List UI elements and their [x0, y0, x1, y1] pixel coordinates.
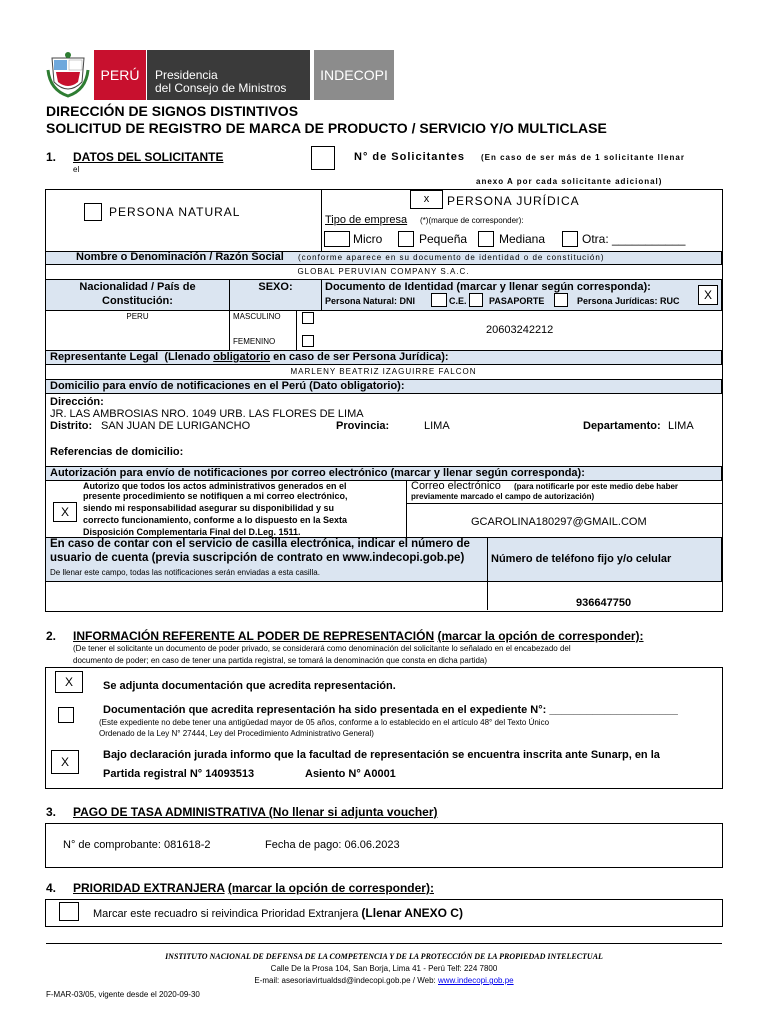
footer-web-link[interactable]: www.indecopi.gob.pe [438, 976, 514, 985]
provincia-label: Provincia: [336, 420, 390, 432]
persona-juridica-label: PERSONA JURÍDICA [447, 194, 580, 208]
correo-value: GCAROLINA180297@GMAIL.COM [471, 516, 647, 528]
referencias-label: Referencias de domicilio: [50, 446, 184, 458]
ruc-value: 20603242212 [486, 324, 554, 336]
document-title-line2: SOLICITUD DE REGISTRO DE MARCA DE PRODUCTO / SERVICIO Y/O MULTICLASE [46, 120, 607, 136]
pj-ruc-label: Persona Jurídicas: RUC [577, 296, 680, 306]
opt2-note-2: Ordenado de la Ley N° 27444, Ley del Procedimiento Administrativo General) [99, 729, 374, 738]
casilla-label-2: usuario de cuenta (previa suscripción de contrato en www.indecopi.gob.pe) [50, 552, 465, 564]
fecha-text: Fecha de pago: 06.06.2023 [265, 839, 400, 851]
indecopi-label: INDECOPI [320, 67, 388, 83]
opt1-checkbox[interactable]: X [55, 671, 83, 693]
mediana-label: Mediana [499, 232, 546, 246]
pcm-brand [147, 50, 310, 100]
telefono-value: 936647750 [576, 597, 632, 609]
direccion-label: Dirección: [50, 396, 104, 408]
peru-label: PERÚ [100, 67, 140, 83]
priority-checkbox[interactable] [59, 902, 79, 921]
representante-value: MARLENY BEATRIZ IZAGUIRRE FALCON [290, 367, 477, 376]
documento-label: Documento de Identidad (marcar y llenar según corresponda): [325, 281, 651, 293]
casilla-note: De llenar este campo, todas las notificaciones serán enviadas a esta casilla. [50, 568, 320, 577]
masculino-label: MASCULINO [233, 312, 281, 321]
tipo-empresa-note: (*)(marque de corresponder): [420, 216, 524, 225]
provincia-value: LIMA [424, 420, 450, 432]
tipo-empresa-label: Tipo de empresa [325, 214, 408, 226]
section4-title: PRIORIDAD EXTRANJERA (marcar la opción de corresponder): [73, 881, 434, 895]
num-solicitantes-note2: anexo A por cada solicitante adicional) [476, 177, 663, 186]
pn-dni-label: Persona Natural: DNI [325, 296, 416, 306]
nacionalidad-value: PERU [126, 312, 149, 321]
partida-label: Partida registral N° 14093513 [103, 768, 255, 780]
section2-title: INFORMACIÓN REFERENTE AL PODER DE REPRESENTACIÓN (marcar la opción de corresponder): [73, 629, 644, 643]
autorizo-checkbox[interactable]: X [53, 502, 77, 522]
section2-number: 2. [46, 629, 57, 643]
otra-label: Otra: ___________ [582, 232, 686, 246]
femenino-checkbox[interactable] [302, 335, 314, 347]
distrito-label: Distrito: [50, 420, 93, 432]
representante-label: Representante Legal (Llenado obligatorio en caso de ser Persona Jurídica): [50, 351, 449, 363]
autorizo-text-3: siendo mi responsabilidad asegurar su disponibilidad y su [83, 503, 335, 513]
section2-note-2: documento de poder; en caso de tener una partida registral, se tomará la denominación que consta en dicha partida) [73, 656, 488, 665]
autorizacion-label: Autorización para envío de notificaciones por correo electrónico (marcar y llenar según corresponda): [50, 467, 585, 479]
distrito-value: SAN JUAN DE LURIGANCHO [101, 420, 251, 432]
pequena-label: Pequeña [419, 232, 468, 246]
ce-checkbox[interactable] [469, 293, 483, 307]
pcm-line1: Presidencia [155, 68, 218, 82]
nombre-value: GLOBAL PERUVIAN COMPANY S.A.C. [297, 267, 470, 276]
peru-coat-of-arms-logo [46, 50, 90, 100]
form-code: F-MAR-03/05, vigente desde el 2020-09-30 [46, 990, 200, 999]
opt2-checkbox[interactable] [58, 707, 74, 723]
ce-label: C.E. [449, 296, 467, 306]
autorizo-text-4: correcto funcionamiento, conforme a lo dispuesto en la Sexta [83, 515, 348, 525]
comprobante-text: N° de comprobante: 081618-2 [63, 839, 211, 851]
opt3-checkbox[interactable]: X [51, 750, 79, 774]
pasaporte-label: PASAPORTE [489, 296, 545, 306]
nombre-label: Nombre o Denominación / Razón Social [76, 251, 284, 263]
section1-el: el [73, 165, 80, 174]
document-title-line1: DIRECCIÓN DE SIGNOS DISTINTIVOS [46, 103, 299, 119]
section1-number: 1. [46, 150, 57, 164]
pequena-checkbox[interactable] [398, 231, 414, 247]
ruc-checkbox[interactable]: X [698, 285, 718, 305]
autorizo-text-5: Disposición Complementaria Final del D.Leg. 1511. [83, 527, 301, 537]
correo-label: Correo electrónico [411, 480, 501, 492]
persona-juridica-checkbox[interactable]: x [410, 190, 443, 209]
telefono-label: Número de teléfono fijo y/o celular [491, 553, 672, 565]
masculino-checkbox[interactable] [302, 312, 314, 324]
nacionalidad-label-1: Nacionalidad / País de [79, 281, 196, 293]
section2-note-1: (De tener el solicitante un documento de poder privado, se considerará como denominación del solicitante lo señalado en el encabezado del [73, 644, 571, 653]
departamento-value: LIMA [668, 420, 694, 432]
mediana-checkbox[interactable] [478, 231, 494, 247]
autorizo-text-1: Autorizo que todos los actos administrativos generados en el [83, 481, 347, 491]
dni-checkbox[interactable] [431, 293, 447, 307]
footer-institute: INSTITUTO NACIONAL DE DEFENSA DE LA COMPETENCIA Y DE LA PROTECCIÓN DE LA PROPIEDAD INTELECTUAL [165, 952, 603, 961]
num-solicitantes-checkbox[interactable] [311, 146, 335, 170]
pcm-line2: del Consejo de Ministros [155, 81, 287, 95]
num-solicitantes-note: (En caso de ser más de 1 solicitante llenar [481, 153, 685, 162]
opt2-note-1: (Este expediente no debe tener una antigüedad mayor de 05 años, conforme a lo establecido en el artículo 48° del Texto Único [99, 718, 550, 727]
num-solicitantes-label: N° de Solicitantes [354, 151, 466, 163]
opt3-text: Bajo declaración jurada informo que la facultad de representación se encuentra inscrita ante Sunarp, en la [103, 749, 660, 761]
otra-checkbox[interactable] [562, 231, 578, 247]
sexo-label: SEXO: [258, 281, 293, 293]
indecopi-brand [314, 50, 394, 100]
footer-contact: E-mail: asesoriavirtualdsd@indecopi.gob.pe / Web: www.indecopi.gob.pe [254, 976, 514, 985]
section4-number: 4. [46, 881, 57, 895]
footer-address: Calle De la Prosa 104, San Borja, Lima 41 - Perú Telf: 224 7800 [270, 964, 498, 973]
departamento-label: Departamento: [583, 420, 661, 432]
domicilio-label: Domicilio para envío de notificaciones en el Perú (Dato obligatorio): [50, 380, 405, 392]
nombre-note: (conforme aparece en su documento de identidad o de constitución) [298, 253, 605, 262]
opt2-text: Documentación que acredita representación ha sido presentada en el expediente N°: _____________________ [103, 704, 678, 716]
femenino-label: FEMENINO [233, 337, 276, 346]
correo-note: (para notificarle por este medio debe haber previamente marcado el campo de autorización) [411, 482, 679, 501]
autorizo-text-2: presente procedimiento se notifiquen a mi correo electrónico, [83, 491, 348, 501]
nacionalidad-label-2: Constitución: [102, 295, 173, 307]
persona-natural-label: PERSONA NATURAL [109, 205, 241, 219]
section3-title: PAGO DE TASA ADMINISTRATIVA (No llenar si adjunta voucher) [73, 805, 438, 819]
opt1-text: Se adjunta documentación que acredita representación. [103, 680, 396, 692]
section3-number: 3. [46, 805, 57, 819]
micro-checkbox[interactable] [324, 231, 350, 247]
asiento-label: Asiento N° A0001 [305, 768, 396, 780]
peru-brand [94, 50, 146, 100]
persona-natural-checkbox[interactable] [84, 203, 102, 221]
direccion-value: JR. LAS AMBROSIAS NRO. 1049 URB. LAS FLORES DE LIMA [50, 408, 364, 420]
casilla-label-1: En caso de contar con el servicio de casilla electrónica, indicar el número de [50, 538, 470, 550]
pasaporte-checkbox[interactable] [554, 293, 568, 307]
priority-text: Marcar este recuadro si reivindica Prioridad Extranjera (Llenar ANEXO C) [93, 906, 463, 920]
section1-title: DATOS DEL SOLICITANTE [73, 150, 224, 164]
micro-label: Micro [353, 232, 383, 246]
